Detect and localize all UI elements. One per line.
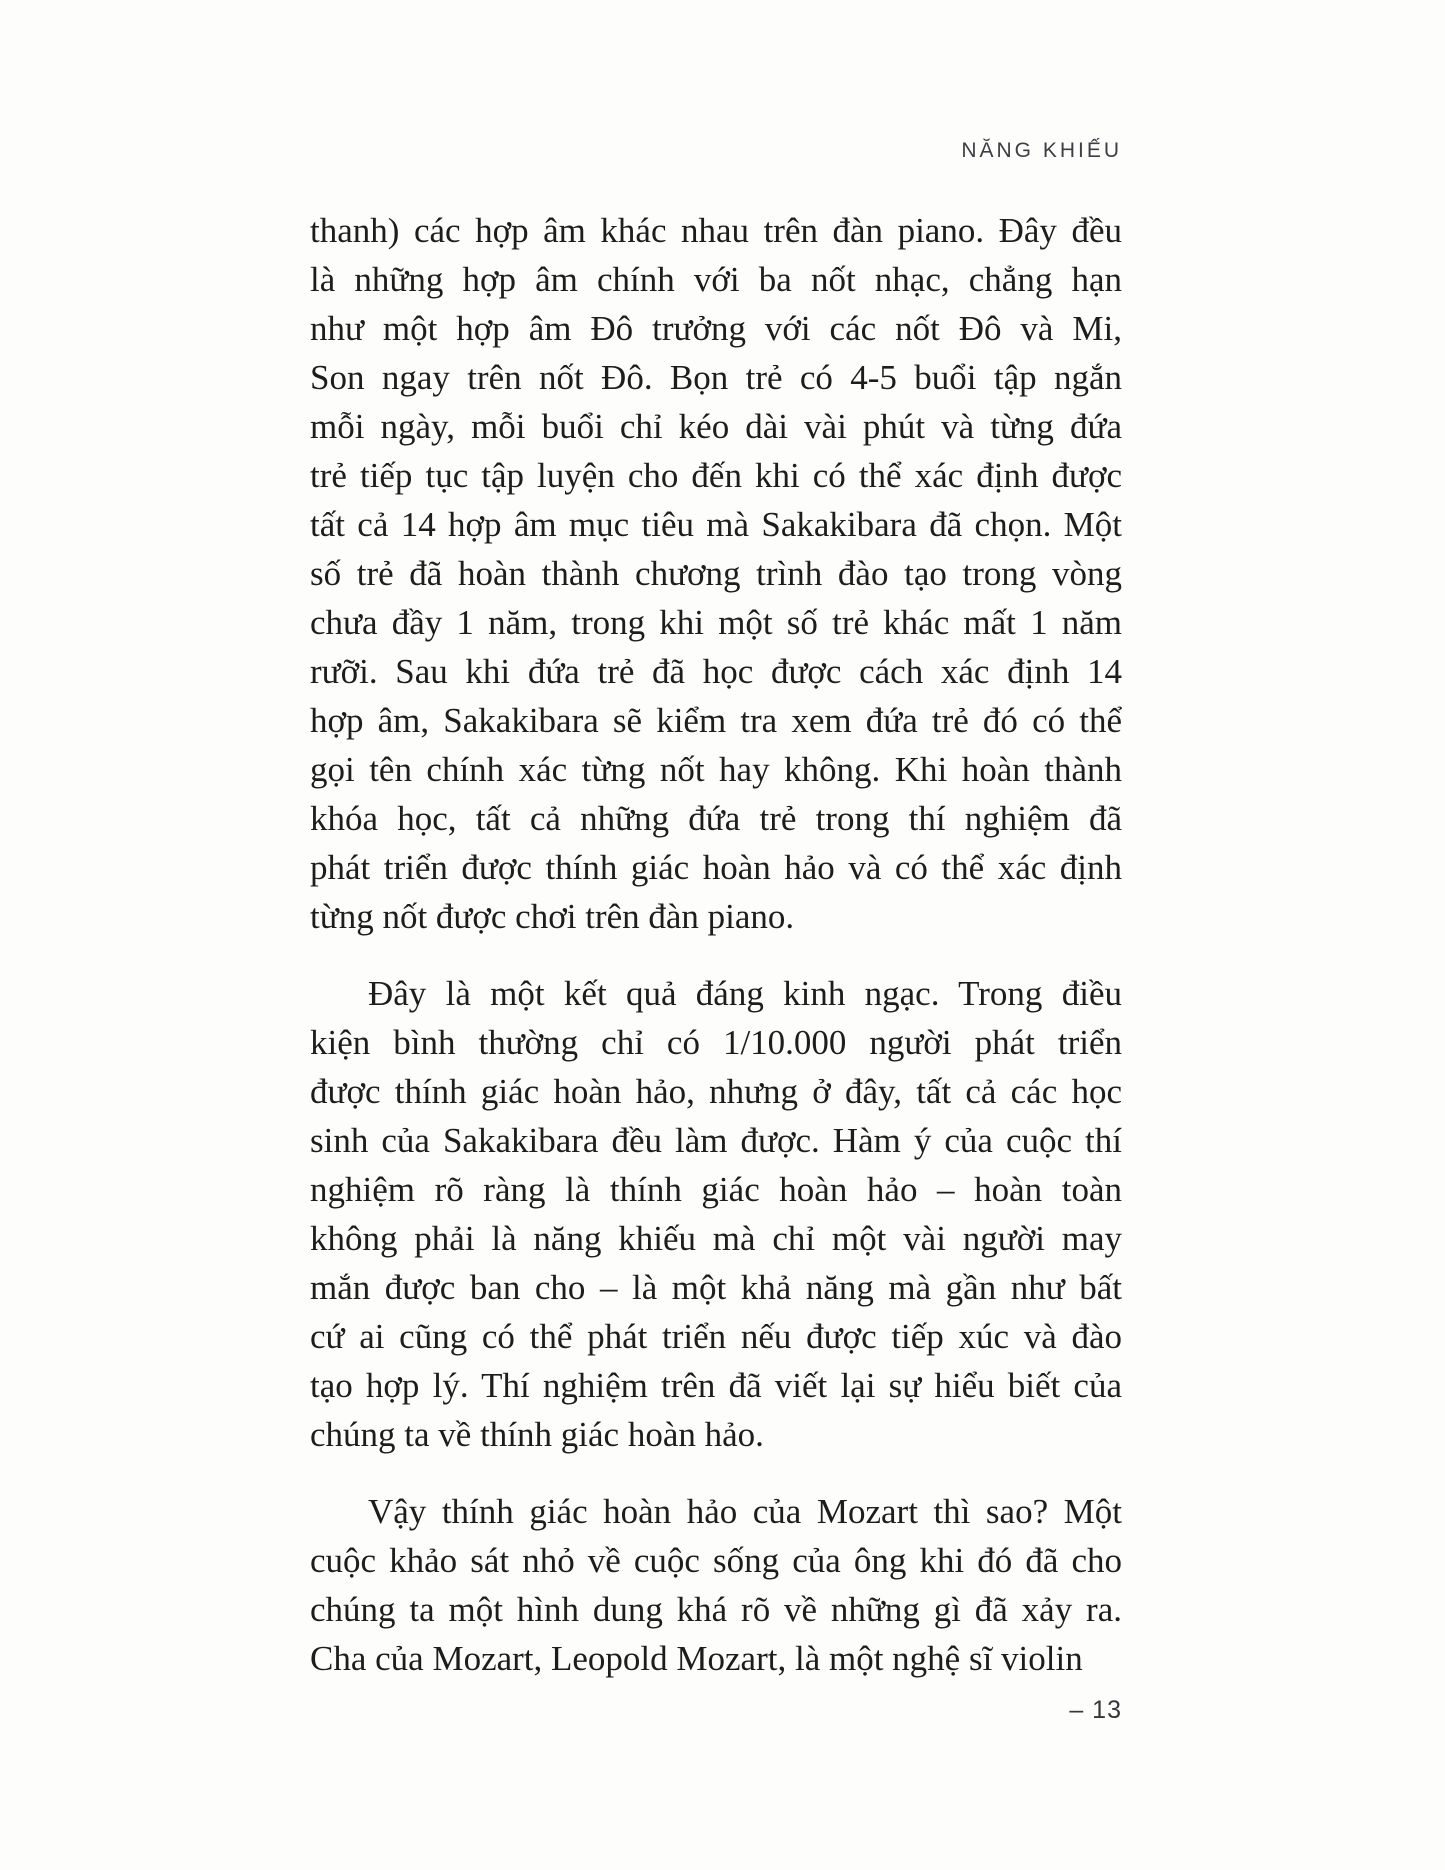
text-line: kiện bình thường chỉ có 1/10.000 người phát triển — [310, 1023, 1122, 1062]
body-text — [310, 206, 1122, 1683]
text-line: gọi tên chính xác từng nốt hay không. Khi hoàn thành — [310, 750, 1122, 789]
text-line: chúng ta một hình dung khá rõ về những gì đã xảy ra. — [310, 1590, 1122, 1629]
text-line: hợp âm, Sakakibara sẽ kiểm tra xem đứa trẻ đó có thể — [310, 701, 1122, 740]
text-line: cuộc khảo sát nhỏ về cuộc sống của ông khi đó đã cho — [310, 1541, 1122, 1580]
text-line: nghiệm rõ ràng là thính giác hoàn hảo – hoàn toàn — [310, 1170, 1122, 1209]
text-line: mắn được ban cho – là một khả năng mà gần như bất — [310, 1268, 1122, 1307]
text-line: Cha của Mozart, Leopold Mozart, là một nghệ sĩ violin — [310, 1639, 1083, 1678]
text-line: từng nốt được chơi trên đàn piano. — [310, 897, 795, 936]
text-line: số trẻ đã hoàn thành chương trình đào tạo trong vòng — [310, 554, 1122, 593]
text-line: như một hợp âm Đô trưởng với các nốt Đô và Mi, — [310, 309, 1122, 348]
paragraph — [310, 206, 1122, 941]
paragraph — [310, 1487, 1122, 1683]
text-line: chúng ta về thính giác hoàn hảo. — [310, 1415, 764, 1454]
text-line: không phải là năng khiếu mà chỉ một vài người may — [310, 1219, 1122, 1258]
page-number: – 13 — [1069, 1696, 1122, 1724]
text-line: trẻ tiếp tục tập luyện cho đến khi có thể xác định được — [310, 456, 1122, 495]
text-line: tất cả 14 hợp âm mục tiêu mà Sakakibara đã chọn. Một — [310, 505, 1122, 544]
text-line: phát triển được thính giác hoàn hảo và có thể xác định — [310, 848, 1122, 887]
text-line: thanh) các hợp âm khác nhau trên đàn piano. Đây đều — [310, 211, 1122, 250]
text-line: sinh của Sakakibara đều làm được. Hàm ý của cuộc thí — [310, 1121, 1122, 1160]
text-line: chưa đầy 1 năm, trong khi một số trẻ khác mất 1 năm — [310, 603, 1122, 642]
text-line: tạo hợp lý. Thí nghiệm trên đã viết lại sự hiểu biết của — [310, 1366, 1122, 1405]
text-line: Son ngay trên nốt Đô. Bọn trẻ có 4-5 buổi tập ngắn — [310, 358, 1122, 397]
paragraph — [310, 969, 1122, 1459]
text-line: rưỡi. Sau khi đứa trẻ đã học được cách xác định 14 — [310, 652, 1122, 691]
text-line: Đây là một kết quả đáng kinh ngạc. Trong điều — [368, 974, 1122, 1013]
text-line: được thính giác hoàn hảo, nhưng ở đây, tất cả các học — [310, 1072, 1122, 1111]
text-line: khóa học, tất cả những đứa trẻ trong thí nghiệm đã — [310, 799, 1122, 838]
text-line: là những hợp âm chính với ba nốt nhạc, chẳng hạn — [310, 260, 1122, 299]
running-header: NĂNG KHIẾU — [961, 139, 1122, 162]
text-line: mỗi ngày, mỗi buổi chỉ kéo dài vài phút và từng đứa — [310, 407, 1122, 446]
text-line: Vậy thính giác hoàn hảo của Mozart thì sao? Một — [368, 1492, 1122, 1531]
text-line: cứ ai cũng có thể phát triển nếu được tiếp xúc và đào — [310, 1317, 1122, 1356]
